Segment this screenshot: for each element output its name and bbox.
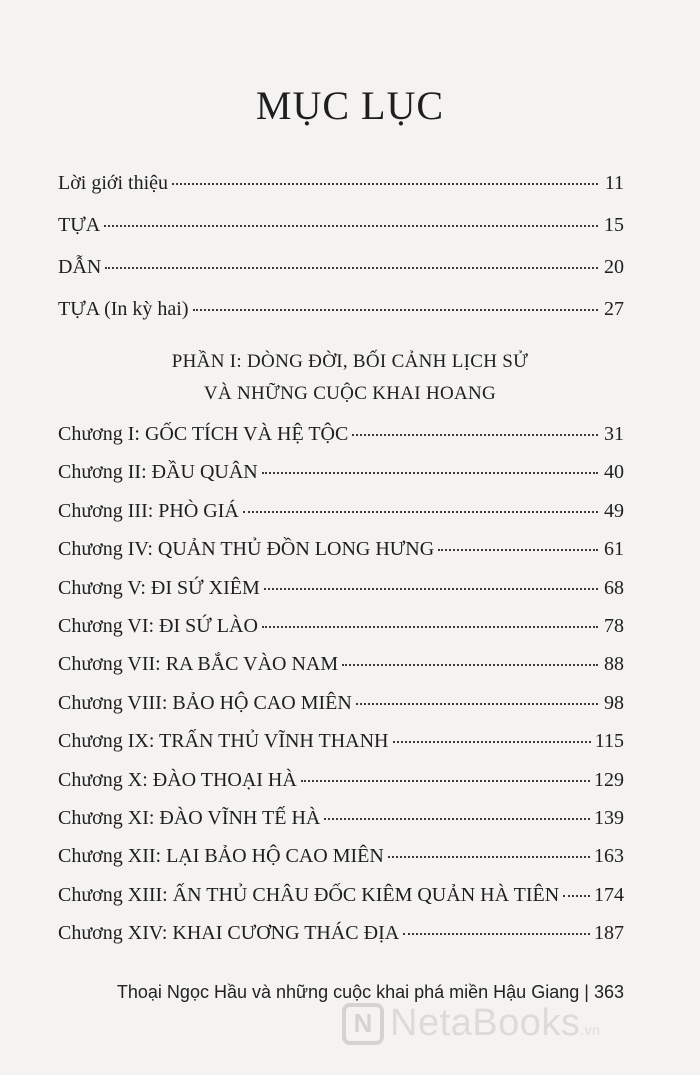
toc-entry-label: Chương XIII: ẤN THỦ CHÂU ĐỐC KIÊM QUẢN HÀ TIÊN <box>58 883 560 906</box>
watermark-suffix: .vn <box>580 1022 601 1038</box>
dot-leader <box>301 780 590 782</box>
dot-leader <box>105 267 598 269</box>
toc-entry-label: Chương II: ĐẦU QUÂN <box>58 461 258 484</box>
toc-entry-label: Chương XI: ĐÀO VĨNH TẾ HÀ <box>58 807 321 829</box>
dot-leader <box>324 818 590 820</box>
toc-entry-page: 61 <box>604 538 624 561</box>
dot-leader <box>172 183 598 185</box>
page-title: MỤC LỤC <box>255 83 445 128</box>
dot-leader <box>262 626 598 628</box>
toc-entry-page: 174 <box>594 883 624 906</box>
toc-entry-label: Chương V: ĐI SỨ XIÊM <box>58 576 260 599</box>
dot-leader <box>104 225 598 227</box>
toc-entry <box>58 884 624 907</box>
toc-entry-page: 40 <box>604 461 624 484</box>
toc-entry <box>58 256 624 279</box>
watermark-text <box>390 1002 601 1045</box>
toc-entry-label: Chương IX: TRẤN THỦ VĨNH THANH <box>58 730 389 753</box>
toc-entry-page: 115 <box>594 730 624 753</box>
toc-entry-page: 49 <box>604 499 624 522</box>
toc-entry-page: 68 <box>604 576 624 599</box>
footer-page-number: 363 <box>593 982 624 1002</box>
toc-entry-page: 15 <box>604 214 624 236</box>
watermark-brand: NetaBooks <box>390 1002 581 1044</box>
dot-leader <box>342 664 598 666</box>
toc-entry-label: TỰA <box>58 214 101 236</box>
dot-leader <box>438 549 598 551</box>
toc-entry <box>58 769 624 792</box>
part-heading-line-2: VÀ NHỮNG CUỘC KHAI HOANG <box>203 383 497 404</box>
toc-entry <box>58 423 624 446</box>
toc-entry <box>58 653 624 676</box>
footer-book-title: Thoại Ngọc Hầu và những cuộc khai phá miền Hậu Giang <box>116 982 580 1002</box>
toc-entry-label: Chương IV: QUẢN THỦ ĐỒN LONG HƯNG <box>58 538 435 561</box>
toc-entry <box>58 172 624 195</box>
toc-entry-page: 139 <box>594 807 624 829</box>
toc-entry <box>58 214 624 237</box>
toc-entry-page: 88 <box>604 653 624 676</box>
page-footer <box>0 982 624 1003</box>
toc-entry <box>58 730 624 753</box>
toc-entry-label: Chương XII: LẠI BẢO HỘ CAO MIÊN <box>58 845 384 868</box>
toc-entry-page: 129 <box>594 768 624 791</box>
toc-entry-label: Lời giới thiệu <box>58 172 169 194</box>
toc-entry-page: 163 <box>594 845 624 868</box>
toc-entry <box>58 845 624 868</box>
toc-entry-label: Chương XIV: KHAI CƯƠNG THÁC ĐỊA <box>58 922 400 945</box>
toc-entry <box>58 577 624 600</box>
toc-entry-label: Chương VII: RA BẮC VÀO NAM <box>58 653 339 676</box>
netabooks-logo-icon: N <box>342 1003 384 1045</box>
toc-entry-label: Chương X: ĐÀO THOẠI HÀ <box>58 768 297 791</box>
toc-entry <box>58 298 624 321</box>
toc-entry-label: DẪN <box>58 256 102 278</box>
toc-entry-label: TỰA (In kỳ hai) <box>58 298 189 320</box>
toc-entry-page: 31 <box>604 423 624 445</box>
toc-entry <box>58 807 624 830</box>
toc-entry-page: 11 <box>604 172 624 194</box>
dot-leader <box>193 309 599 311</box>
toc-entry-label: Chương I: GỐC TÍCH VÀ HỆ TỘC <box>58 423 349 445</box>
dot-leader <box>403 933 590 935</box>
toc-entry <box>58 461 624 484</box>
toc-entry <box>58 538 624 561</box>
dot-leader <box>393 741 591 743</box>
toc-entry <box>58 692 624 715</box>
toc-entry-page: 27 <box>604 298 624 320</box>
dot-leader <box>563 895 590 897</box>
footer-separator: | <box>584 982 589 1002</box>
toc-entry-page: 98 <box>604 691 624 714</box>
watermark <box>342 1002 601 1045</box>
dot-leader <box>388 856 590 858</box>
toc-entry-page: 78 <box>604 615 624 637</box>
toc-entry-label: Chương VIII: BẢO HỘ CAO MIÊN <box>58 691 352 714</box>
toc-entry-label: Chương III: PHÒ GIÁ <box>58 499 239 522</box>
dot-leader <box>352 434 598 436</box>
toc-entry-page: 20 <box>604 256 624 278</box>
toc-entry-label: Chương VI: ĐI SỨ LÀO <box>58 615 258 637</box>
dot-leader <box>243 511 598 513</box>
toc-entry <box>58 922 624 945</box>
part-heading-line-1: PHẦN I: DÒNG ĐỜI, BỐI CẢNH LỊCH SỬ <box>171 351 529 372</box>
toc-entry-page: 187 <box>594 922 624 945</box>
dot-leader <box>356 703 598 705</box>
dot-leader <box>264 588 598 590</box>
toc-entry <box>58 615 624 638</box>
toc-entry <box>58 500 624 523</box>
dot-leader <box>262 472 598 474</box>
